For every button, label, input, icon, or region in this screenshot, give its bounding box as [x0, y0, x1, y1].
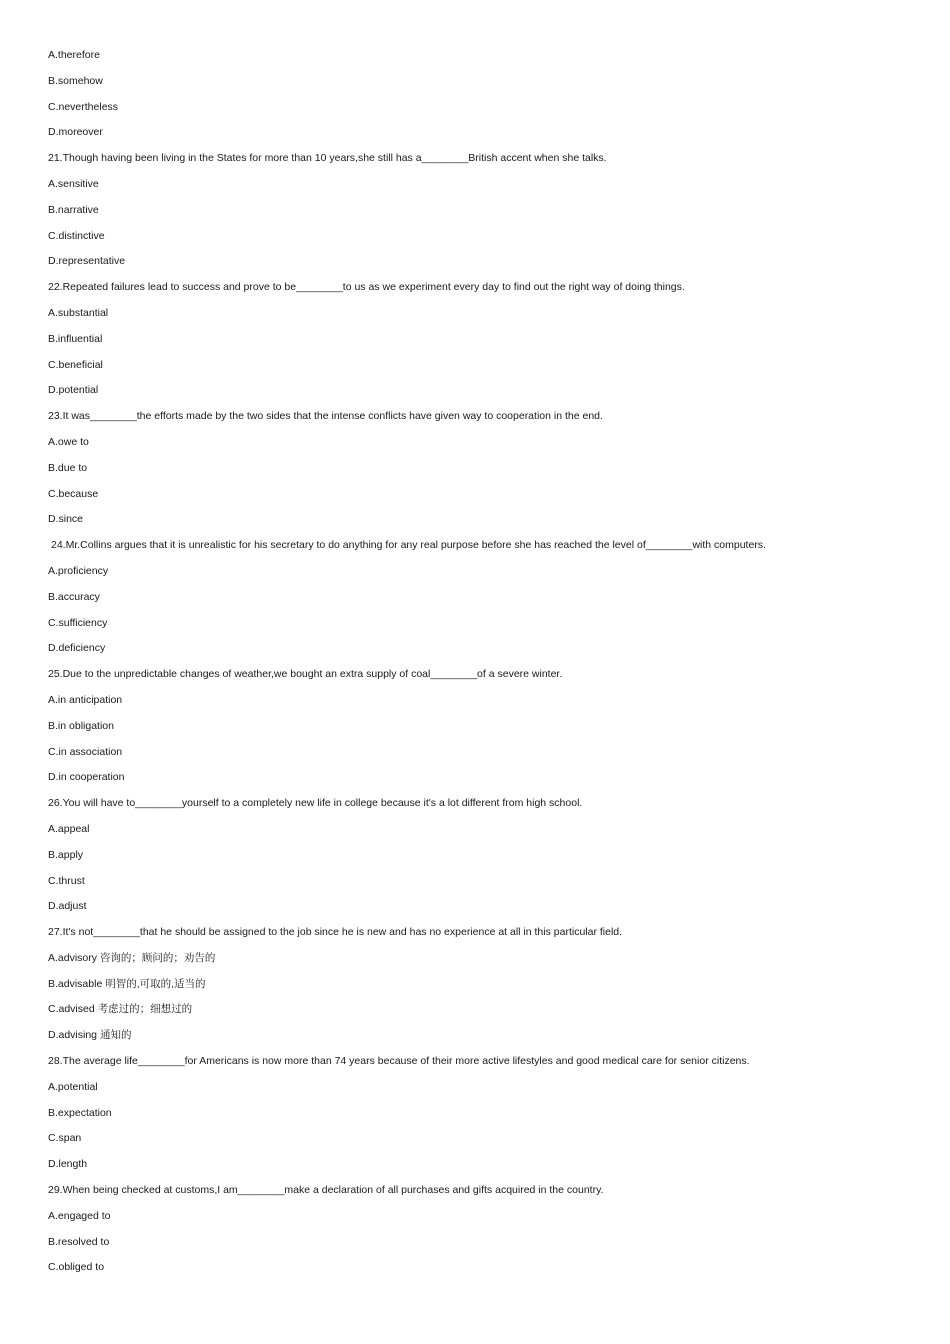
option-line: C.advised 考虑过的；细想过的	[48, 1003, 193, 1016]
option-line: A.potential	[48, 1080, 98, 1093]
option-line: B.somehow	[48, 74, 103, 87]
option-line: C.span	[48, 1132, 82, 1145]
option-line: B.apply	[48, 848, 84, 861]
option-line: A.substantial	[48, 306, 109, 319]
option-line: D.deficiency	[48, 642, 106, 655]
question-line: 24.Mr.Collins argues that it is unrealistic for his secretary to do anything for any real purpose before she has reached the level of________with computers.	[51, 539, 766, 552]
option-line: A.appeal	[48, 822, 90, 835]
option-line: C.thrust	[48, 874, 85, 887]
option-line: B.accuracy	[48, 590, 100, 603]
option-line: D.in cooperation	[48, 771, 125, 784]
option-line: D.length	[48, 1158, 88, 1171]
option-line: C.nevertheless	[48, 100, 119, 113]
question-line: 29.When being checked at customs,I am________make a declaration of all purchases and gifts acquired in the country.	[48, 1184, 604, 1197]
question-line: 23.It was________the efforts made by the two sides that the intense conflicts have given way to cooperation in the end.	[48, 410, 603, 423]
option-line: D.potential	[48, 384, 99, 397]
option-line: B.narrative	[48, 203, 99, 216]
option-line: C.beneficial	[48, 358, 103, 371]
option-line: B.resolved to	[48, 1235, 110, 1248]
option-line: B.expectation	[48, 1106, 112, 1119]
option-line: D.adjust	[48, 900, 87, 913]
option-line: B.influential	[48, 332, 103, 345]
option-line: D.advising 通知的	[48, 1029, 132, 1042]
question-line: 22.Repeated failures lead to success and prove to be________to us as we experiment every day to find out the right way of doing things.	[48, 281, 685, 294]
question-line: 25.Due to the unpredictable changes of weather,we bought an extra supply of coal________of a severe winter.	[48, 668, 563, 681]
option-line: B.advisable 明智的,可取的,适当的	[48, 977, 206, 990]
option-line: A.engaged to	[48, 1209, 111, 1222]
option-line: C.because	[48, 487, 99, 500]
document-page	[48, 48, 928, 1286]
option-line: D.moreover	[48, 126, 103, 139]
option-line: A.in anticipation	[48, 693, 123, 706]
question-line: 27.It's not________that he should be assigned to the job since he is new and has no experience at all in this particular field.	[48, 926, 623, 939]
option-line: A.therefore	[48, 49, 100, 61]
option-line: C.sufficiency	[48, 616, 108, 629]
option-line: A.sensitive	[48, 177, 99, 190]
option-line: A.owe to	[48, 435, 89, 448]
option-line: D.since	[48, 513, 84, 526]
option-line: B.due to	[48, 461, 88, 474]
option-line: A.proficiency	[48, 564, 109, 577]
option-line: A.advisory 咨询的；顾问的；劝告的	[48, 951, 216, 964]
question-line: 26.You will have to________yourself to a completely new life in college because it's a lot different from high school.	[48, 797, 583, 810]
option-line: C.obliged to	[48, 1261, 105, 1274]
question-line: 28.The average life________for Americans is now more than 74 years because of their more active lifestyles and good medical care for senior citizens.	[48, 1055, 750, 1068]
option-line: B.in obligation	[48, 719, 114, 732]
question-line: 21.Though having been living in the States for more than 10 years,she still has a________British accent when she talks.	[48, 152, 607, 165]
option-line: D.representative	[48, 255, 126, 268]
option-line: C.distinctive	[48, 229, 105, 242]
option-line: C.in association	[48, 745, 123, 758]
